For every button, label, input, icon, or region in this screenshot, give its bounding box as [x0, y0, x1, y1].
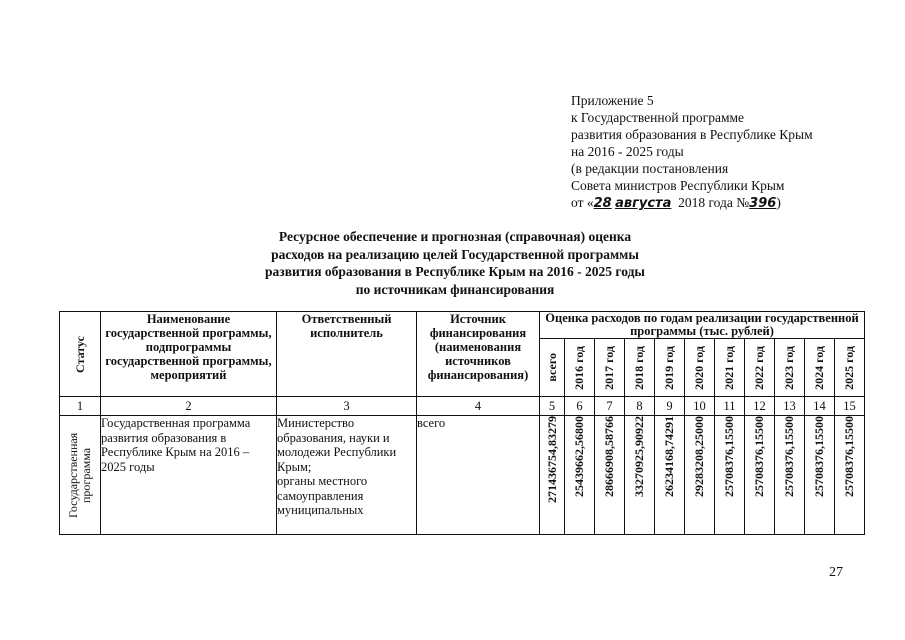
value-cell [715, 416, 745, 535]
year-header-cell [655, 339, 685, 397]
column-number: 10 [685, 397, 715, 416]
row-value: 25708376,15500 [722, 416, 736, 497]
value-cell [685, 416, 715, 535]
header-status-cell [60, 312, 101, 397]
column-number-row [60, 397, 865, 416]
appendix-line: Приложение 5 [571, 93, 654, 108]
year-header: всего [544, 353, 559, 382]
year-header-cell [565, 339, 595, 397]
row-value: 25708376,15500 [752, 416, 766, 497]
row-value: 25708376,15500 [782, 416, 796, 497]
funding-table [59, 311, 865, 535]
row-status-cell [60, 416, 101, 535]
column-number: 1 [60, 397, 101, 416]
row-value: 25439662,56800 [572, 416, 586, 497]
row-value: 33270925,90922 [632, 416, 646, 497]
column-number: 8 [625, 397, 655, 416]
value-cell [775, 416, 805, 535]
year-header-cell [805, 339, 835, 397]
title-line: расходов на реализацию целей Государственной программы [271, 246, 639, 262]
date-suffix: ) [776, 195, 781, 210]
row-executor: Министерство образования, науки и молодежи Республики Крым; органы местного самоуправления муниципальных [277, 416, 417, 535]
column-number: 2 [101, 397, 277, 416]
date-year: 2018 года № [678, 195, 750, 210]
table-row [60, 416, 865, 535]
year-header: 2022 год [752, 345, 766, 390]
year-header: 2018 год [632, 345, 646, 390]
row-value: 25708376,15500 [812, 416, 826, 497]
column-number: 15 [835, 397, 865, 416]
row-name: Государственная программа развития образования в Республике Крым на 2016 – 2025 годы [101, 416, 277, 535]
column-number: 14 [805, 397, 835, 416]
column-number: 7 [595, 397, 625, 416]
year-header: 2019 год [662, 345, 676, 390]
year-header-cell [595, 339, 625, 397]
year-header: 2024 год [812, 345, 826, 390]
title-line: Ресурсное обеспечение и прогнозная (справочная) оценка [278, 229, 632, 244]
appendix-line: Совета министров Республики Крым [571, 178, 785, 193]
year-header: 2017 год [602, 345, 616, 390]
document-title [150, 228, 760, 298]
header-source: Источник финансирования (наименования источников финансирования) [417, 312, 540, 397]
value-cell [565, 416, 595, 535]
value-cell [745, 416, 775, 535]
year-header: 2025 год [842, 345, 856, 390]
appendix-block [571, 92, 813, 212]
value-cell [805, 416, 835, 535]
year-header: 2023 год [782, 345, 796, 390]
page-number: 27 [829, 565, 843, 580]
column-number: 3 [277, 397, 417, 416]
year-header: 2016 год [572, 345, 586, 390]
header-executor: Ответственный исполнитель [277, 312, 417, 397]
column-number: 12 [745, 397, 775, 416]
header-status: Статус [72, 335, 87, 373]
year-header-cell [715, 339, 745, 397]
row-value: 28666908,58766 [602, 416, 616, 497]
row-value: 25708376,15500 [842, 416, 856, 497]
column-number: 13 [775, 397, 805, 416]
title-line: по источникам финансирования [355, 281, 555, 297]
header-name: Наименование государственной программы, подпрограммы государственной программы, мероприятий [101, 312, 277, 397]
date-prefix: от « [571, 195, 594, 210]
year-header-cell [835, 339, 865, 397]
column-number: 5 [540, 397, 565, 416]
appendix-line: на 2016 - 2025 годы [571, 144, 684, 159]
appendix-date-line [571, 194, 813, 212]
year-header-cell [685, 339, 715, 397]
appendix-line: развития образования в Республике Крым [571, 127, 813, 142]
value-cell [655, 416, 685, 535]
title-line: развития образования в Республике Крым на 2016 - 2025 годы [265, 264, 645, 279]
date-month-handwritten: августа [615, 196, 672, 211]
document-number-handwritten: 396 [749, 196, 777, 211]
row-value: 26234168,74291 [662, 416, 676, 497]
column-number: 6 [565, 397, 595, 416]
row-value: 29283208,25000 [692, 416, 706, 497]
value-cell [835, 416, 865, 535]
row-status: Государственная программа [66, 432, 93, 518]
appendix-line: к Государственной программе [571, 110, 745, 125]
year-header-cell [625, 339, 655, 397]
value-cell [625, 416, 655, 535]
date-day-handwritten: 28 [593, 196, 612, 211]
year-header-cell [745, 339, 775, 397]
year-header-cell [540, 339, 565, 397]
header-row [60, 312, 865, 339]
appendix-line: (в редакции постановления [571, 161, 729, 176]
year-header: 2020 год [692, 345, 706, 390]
column-number: 11 [715, 397, 745, 416]
year-header: 2021 год [722, 345, 736, 390]
header-estimate: Оценка расходов по годам реализации государственной программы (тыс. рублей) [540, 312, 865, 339]
row-source: всего [417, 416, 540, 535]
value-cell [595, 416, 625, 535]
row-value: 271436754,83279 [544, 416, 559, 503]
year-header-cell [775, 339, 805, 397]
value-cell [540, 416, 565, 535]
column-number: 4 [417, 397, 540, 416]
column-number: 9 [655, 397, 685, 416]
